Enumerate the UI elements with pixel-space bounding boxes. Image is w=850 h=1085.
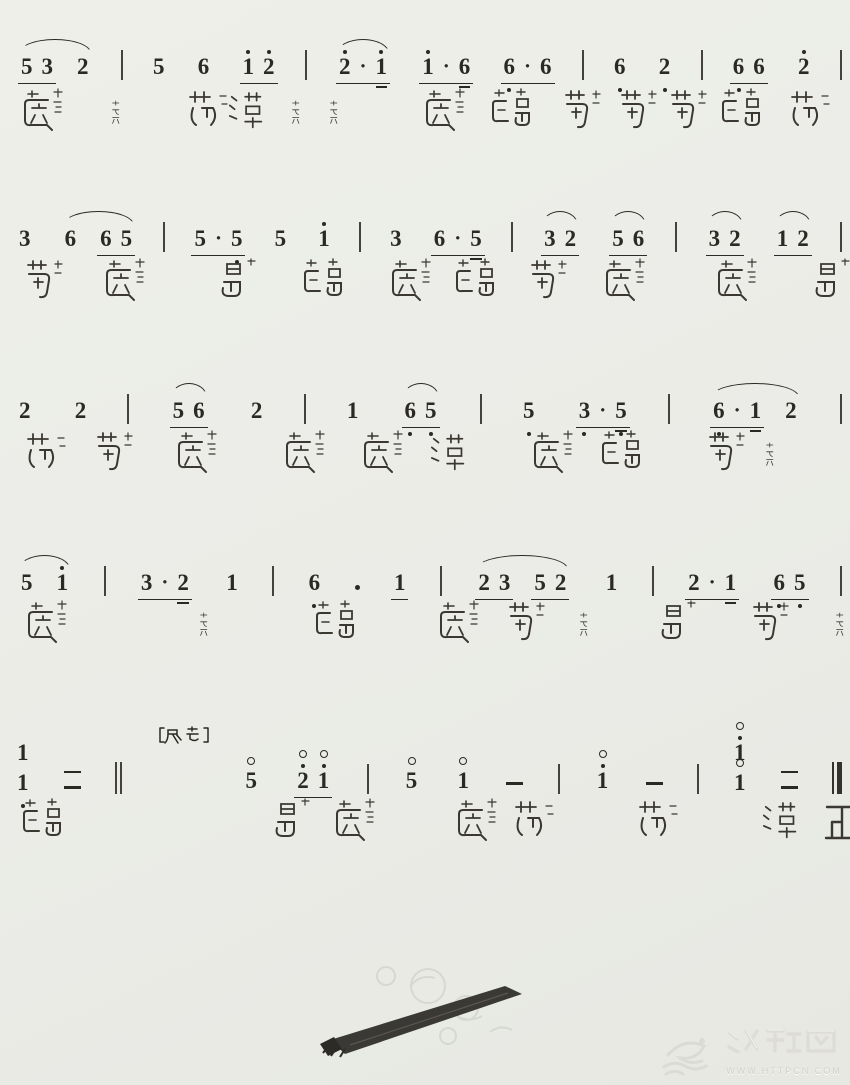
- note-digit: 6: [197, 54, 210, 79]
- barline: [367, 764, 369, 794]
- note-digit: 5: [534, 570, 546, 595]
- barline: [272, 566, 274, 596]
- tablature-cluster: [290, 88, 314, 140]
- note-digit: 2: [797, 226, 809, 251]
- tablature-row: [0, 598, 850, 656]
- barline: [127, 394, 129, 424]
- tablature-cluster: [386, 258, 432, 310]
- beam-unit: [609, 225, 647, 256]
- beam-unit: [685, 569, 739, 600]
- beam-unit: [541, 225, 579, 256]
- beam-unit: [576, 397, 630, 428]
- note-digit: 6: [613, 53, 627, 80]
- note-digit: 5: [21, 570, 33, 595]
- note-digit: 5: [230, 225, 244, 252]
- duration-dash: [646, 782, 663, 785]
- barline: [840, 394, 842, 424]
- dot-separator: ·: [524, 54, 532, 78]
- slur-group: [539, 225, 581, 256]
- tablature-cluster: [612, 88, 658, 140]
- note-digit: 5: [469, 225, 483, 252]
- slur-group: [772, 225, 814, 256]
- tablature-cluster: [428, 430, 472, 482]
- barline: [163, 222, 165, 252]
- slur-group: [400, 397, 442, 428]
- note-digit: 6: [712, 397, 726, 424]
- slur-group: [473, 569, 571, 600]
- note-digit: 3: [140, 570, 153, 595]
- slur-group: [704, 225, 746, 256]
- note-digit: 2: [564, 226, 577, 251]
- end-mark: [818, 798, 850, 850]
- tablature-cluster: [448, 258, 502, 310]
- octave-dot-high: [322, 764, 326, 768]
- tablature-cluster: [632, 798, 678, 850]
- note-digit: 1: [375, 53, 389, 80]
- slur-group: [16, 53, 94, 84]
- barline: [840, 222, 842, 252]
- tablature-cluster: [266, 798, 312, 850]
- note-unit: [455, 767, 473, 798]
- note-unit: [344, 397, 362, 428]
- note-digit: 5: [614, 397, 628, 424]
- barline: [121, 50, 123, 80]
- note-chord: [16, 739, 30, 796]
- tablature-cluster: [556, 88, 602, 140]
- note-digit: 2: [77, 54, 89, 79]
- jianpu-row: [16, 30, 842, 84]
- note-unit: [403, 767, 421, 798]
- beam-unit: [240, 53, 278, 84]
- note-unit: [594, 767, 612, 798]
- note-digit: 5: [424, 397, 438, 424]
- octave-dot-high: [246, 50, 250, 54]
- dot-separator: ·: [733, 398, 741, 422]
- note-digit: 5: [120, 226, 133, 251]
- note-digit: 1: [226, 570, 238, 595]
- tablature-cluster: [600, 258, 646, 310]
- beam-unit: [774, 225, 812, 256]
- note-digit: 5: [405, 767, 419, 794]
- note-unit: [72, 397, 90, 428]
- tablature-cluster: [172, 430, 218, 482]
- note-unit: [18, 569, 36, 600]
- beam-unit: [191, 225, 245, 256]
- dot-separator: ·: [161, 570, 169, 594]
- beam-unit: [336, 53, 390, 84]
- dot-separator: ·: [214, 226, 222, 250]
- note-digit: 6: [308, 569, 322, 596]
- note-digit: 1: [457, 767, 471, 794]
- note-digit: 6: [773, 569, 787, 596]
- note-digit: 5: [153, 54, 165, 79]
- note-digit: 1: [16, 769, 30, 796]
- tablature-cluster: [18, 88, 64, 140]
- octave-dot-high: [343, 50, 347, 54]
- tablature-cluster: [20, 430, 66, 482]
- note-digit: 1: [733, 739, 747, 766]
- dot-separator: ·: [454, 226, 462, 250]
- barline: [840, 566, 842, 596]
- slur-group: [607, 225, 649, 256]
- note-digit: 3: [390, 226, 402, 251]
- note-digit: 6: [632, 226, 645, 251]
- barline: [359, 222, 361, 252]
- note-digit: 6: [64, 226, 77, 251]
- coda-label: [156, 738, 208, 798]
- note-digit: 1: [56, 569, 70, 596]
- tablature-cluster: [652, 600, 698, 652]
- barline: [668, 394, 670, 424]
- dot-separator: ·: [599, 398, 607, 422]
- note-digit: 5: [522, 397, 536, 424]
- octave-dot-high: [322, 222, 326, 226]
- beam-unit: [294, 767, 332, 798]
- octave-dot-high: [802, 50, 806, 54]
- tablature-cluster: [100, 258, 146, 310]
- note-unit: [272, 225, 290, 256]
- note-digit: 6: [458, 53, 472, 80]
- tablature-cluster: [500, 600, 546, 652]
- note-unit: [16, 397, 34, 428]
- harmonic-ring: [736, 759, 744, 767]
- note-digit: 3: [19, 226, 31, 251]
- barline: [480, 394, 482, 424]
- note-unit: [520, 397, 538, 428]
- note-digit: 2: [74, 398, 87, 423]
- barline: [582, 50, 584, 80]
- note-digit: 1: [393, 570, 406, 595]
- tablature-cluster: [88, 430, 134, 482]
- double-barline: [115, 762, 122, 794]
- tablature-cluster: [110, 88, 134, 140]
- beam-unit: [419, 53, 473, 84]
- note-digit: 1: [733, 769, 747, 796]
- tablature-cluster: [296, 258, 350, 310]
- note-digit: 5: [612, 226, 624, 251]
- note-digit: 2: [176, 569, 190, 596]
- jianpu-row: [16, 546, 842, 600]
- tablature-cluster: [434, 600, 480, 652]
- dot-separator: ·: [442, 54, 450, 78]
- watermark-site-url: WWW.HTTPCN.COM: [726, 1065, 842, 1076]
- note-digit: 3: [498, 570, 511, 595]
- note-digit: 2: [296, 767, 310, 794]
- note-digit: 5: [245, 767, 259, 794]
- octave-dot-high: [301, 764, 305, 768]
- tablature-cluster: [328, 88, 352, 140]
- tablature-cluster: [700, 430, 746, 482]
- harmonic-ring: [459, 757, 467, 765]
- barline: [675, 222, 677, 252]
- tablature-cluster: [578, 600, 602, 652]
- tablature-cluster: [330, 798, 376, 850]
- tablature-cluster: [528, 430, 574, 482]
- octave-dot-high: [60, 566, 64, 570]
- note-digit: 1: [776, 226, 789, 251]
- tablature-cluster: [452, 798, 498, 850]
- note-digit: 3: [41, 54, 53, 79]
- tablature-cluster: [508, 798, 554, 850]
- note-unit: [16, 225, 34, 256]
- tablature-row: [0, 428, 850, 486]
- note-digit: 2: [250, 398, 263, 423]
- harmonic-ring: [408, 757, 416, 765]
- tablature-cluster: [484, 88, 538, 140]
- beam-unit: [138, 569, 192, 600]
- note-digit: 5: [172, 398, 185, 423]
- barline: [652, 566, 654, 596]
- beam-unit: [475, 569, 513, 600]
- note-digit: 1: [317, 767, 331, 794]
- note-unit: [782, 397, 800, 428]
- tablature-cluster: [784, 88, 830, 140]
- tablature-cluster: [806, 258, 850, 310]
- harmonic-ring: [599, 750, 607, 758]
- slur-group: [708, 397, 802, 428]
- note-digit: 1: [749, 397, 763, 424]
- watermark-site-name: [724, 1025, 844, 1059]
- jianpu-row: [16, 374, 842, 428]
- harmonic-ring: [320, 750, 328, 758]
- barline: [440, 566, 442, 596]
- tablature-cluster: [182, 88, 228, 140]
- note-digit: 2: [729, 226, 741, 251]
- tablature-cluster: [662, 88, 708, 140]
- note-digit: 6: [753, 54, 765, 79]
- note-digit: 6: [503, 53, 517, 80]
- barline: [697, 764, 699, 794]
- tablature-cluster: [760, 798, 804, 850]
- note-unit: [150, 53, 168, 84]
- duration-dash: [506, 782, 523, 785]
- note-unit: [195, 53, 213, 84]
- barline: [511, 222, 513, 252]
- tablature-cluster: [15, 798, 69, 850]
- barline: [305, 50, 307, 80]
- harmonic-ring: [736, 722, 744, 730]
- note-unit: [315, 225, 333, 256]
- note-unit: [74, 53, 92, 84]
- note-digit: 1: [317, 225, 331, 252]
- note-digit: 1: [346, 398, 359, 423]
- beam-unit: [710, 397, 764, 428]
- note-unit: [243, 767, 261, 798]
- note-chord: [733, 739, 747, 796]
- note-digit: 6: [193, 398, 205, 423]
- barline: [104, 566, 106, 596]
- tablature-cluster: [744, 600, 790, 652]
- tablature-cluster: [594, 430, 648, 482]
- note-digit: 3: [544, 226, 556, 251]
- note-unit: [387, 225, 405, 256]
- note-digit: 6: [404, 397, 418, 424]
- note-digit: 1: [724, 569, 738, 596]
- octave-dot-high: [601, 764, 605, 768]
- note-digit: 5: [793, 569, 807, 596]
- guqin-illustration: [300, 948, 550, 1078]
- jianpu-row: [16, 202, 842, 256]
- slur-group: [334, 53, 392, 84]
- tablature-cluster: [22, 600, 68, 652]
- tablature-cluster: [420, 88, 466, 140]
- note-digit: 2: [797, 53, 811, 80]
- tablature-cluster: [764, 430, 788, 482]
- watermark: [658, 1021, 844, 1079]
- harmonic-ring: [299, 750, 307, 758]
- note-digit: 2: [338, 53, 352, 80]
- note-digit: 2: [478, 570, 490, 595]
- note-digit: 1: [605, 570, 618, 595]
- tablature-cluster: [280, 430, 326, 482]
- note-digit: 1: [421, 53, 435, 80]
- note-digit: 1: [242, 53, 256, 80]
- note-digit: 5: [274, 226, 287, 251]
- final-barline: [832, 762, 842, 794]
- beam-unit: [531, 569, 569, 600]
- augmentation-dot: [355, 585, 360, 590]
- beam-unit: [170, 397, 208, 428]
- note-digit: 5: [194, 226, 206, 251]
- note-unit: [611, 53, 629, 84]
- note-digit: 2: [785, 398, 797, 423]
- tablature-cluster: [226, 88, 270, 140]
- note-digit: 2: [554, 570, 567, 595]
- tablature-row: [0, 796, 850, 854]
- barline: [304, 394, 306, 424]
- note-unit: [603, 569, 621, 600]
- barline: [701, 50, 703, 80]
- beam-unit: [18, 53, 56, 84]
- note-digit: 5: [21, 54, 33, 79]
- octave-dot-high: [426, 50, 430, 54]
- note-unit: [223, 569, 241, 600]
- note-digit: 3: [578, 397, 592, 424]
- slur-group: [16, 569, 73, 600]
- slur-group: [168, 397, 210, 428]
- note-digit: 6: [732, 53, 746, 80]
- beam-unit: [97, 225, 135, 256]
- tablature-cluster: [198, 600, 222, 652]
- beam-unit: [771, 569, 809, 600]
- note-unit: [306, 569, 324, 600]
- tablature-cluster: [712, 258, 758, 310]
- slur-group: [60, 225, 138, 256]
- octave-dot-high: [738, 736, 742, 740]
- beam-unit: [730, 53, 768, 84]
- note-digit: 6: [433, 226, 446, 251]
- note-unit: [795, 53, 813, 84]
- barline: [840, 50, 842, 80]
- note-unit: [54, 569, 72, 600]
- tablature-cluster: [18, 258, 64, 310]
- note-digit: 2: [658, 53, 672, 80]
- dot-separator: ·: [359, 54, 367, 78]
- tablature-cluster: [522, 258, 568, 310]
- tablature-row: [0, 86, 850, 144]
- note-digit: 2: [262, 53, 276, 80]
- octave-dot-high: [267, 50, 271, 54]
- note-unit: [656, 53, 674, 84]
- harmonic-ring: [247, 757, 255, 765]
- jianpu-row: [16, 716, 842, 798]
- tablature-cluster: [834, 600, 850, 652]
- note-digit: 6: [100, 226, 112, 251]
- barline: [558, 764, 560, 794]
- dot-separator: ·: [708, 570, 716, 594]
- note-digit: 3: [708, 226, 721, 251]
- tablature-cluster: [358, 430, 404, 482]
- httpcn-logo-icon: [658, 1021, 720, 1079]
- tablature-cluster: [212, 258, 258, 310]
- tablature-cluster: [714, 88, 768, 140]
- note-digit: 6: [540, 54, 552, 79]
- tablature-row: [0, 256, 850, 314]
- note-digit: 1: [596, 767, 610, 794]
- note-digit: 2: [688, 570, 700, 595]
- duration-dash-pair: [781, 771, 798, 789]
- beam-unit: [402, 397, 440, 428]
- octave-dot-high: [379, 50, 383, 54]
- beam-unit: [501, 53, 555, 84]
- note-unit: [62, 225, 80, 256]
- beam-unit: [706, 225, 744, 256]
- note-digit: 2: [19, 398, 31, 423]
- beam-unit: [431, 225, 485, 256]
- note-digit: 1: [17, 740, 29, 765]
- duration-dash-pair: [64, 771, 81, 789]
- note-unit: [248, 397, 266, 428]
- tablature-cluster: [308, 600, 362, 652]
- beam-unit: [391, 569, 409, 600]
